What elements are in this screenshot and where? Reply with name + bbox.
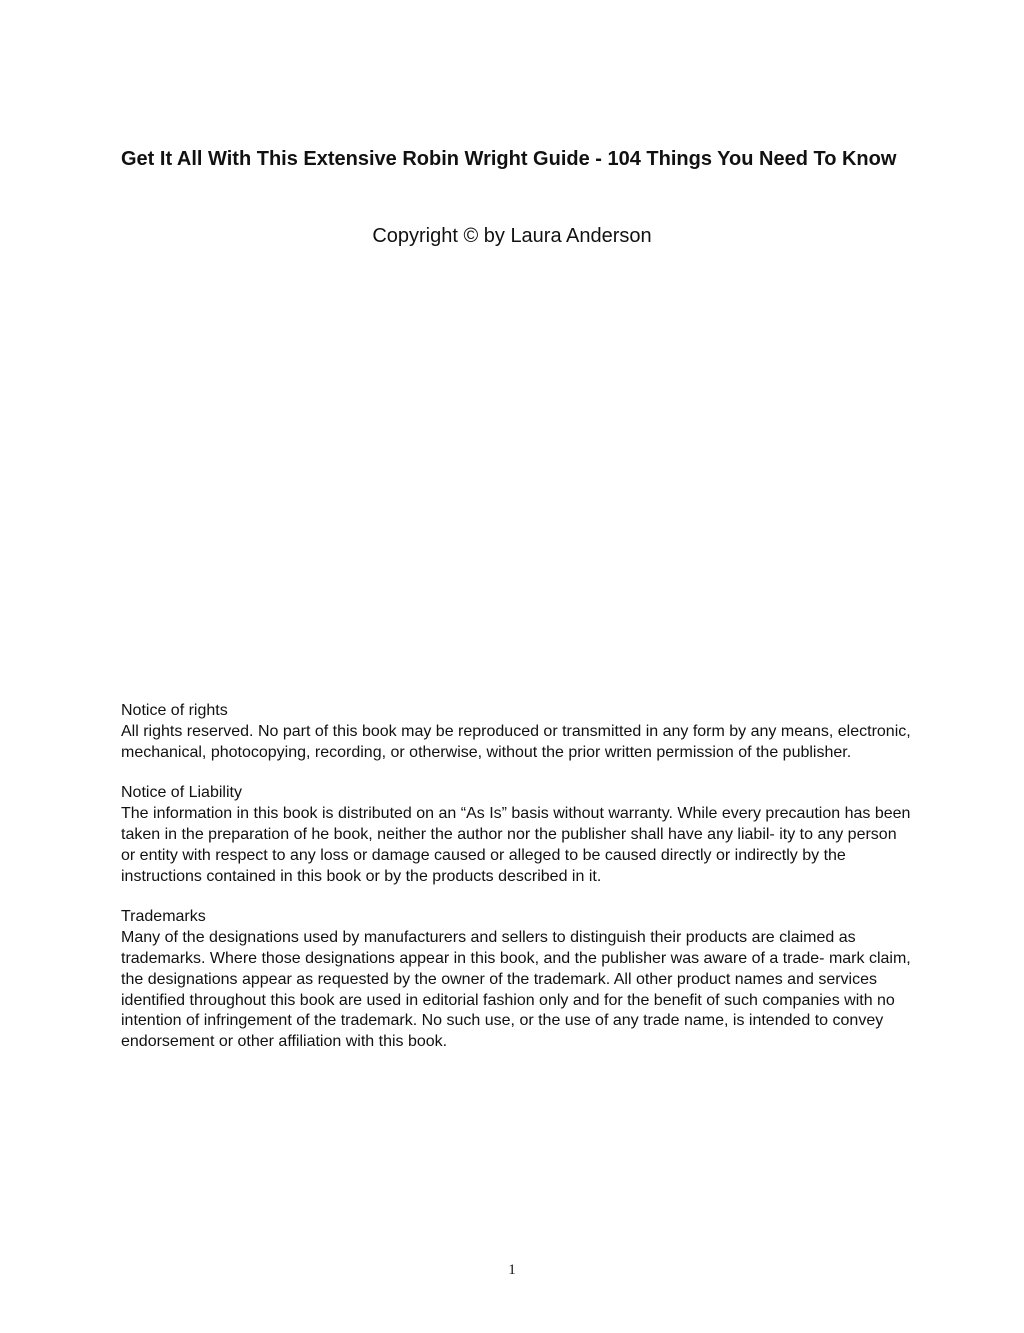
section-heading: Trademarks: [121, 908, 206, 926]
document-title: Get It All With This Extensive Robin Wright Guide - 104 Things You Need To Know: [121, 148, 897, 170]
page-number: 1: [508, 1262, 516, 1278]
copyright-line: Copyright © by Laura Anderson: [372, 225, 652, 247]
section-heading: Notice of Liability: [121, 784, 242, 802]
trademarks-section: [121, 907, 911, 1053]
section-heading: Notice of rights: [121, 702, 228, 719]
section-body: All rights reserved. No part of this book may be reproduced or transmitted in any form by any means, electronic, mechanical, photocopying, recording, or otherwise, without the prior written permission of the publisher.: [121, 722, 911, 761]
notice-of-rights-section: [121, 701, 911, 763]
notice-of-liability-section: [121, 783, 911, 887]
section-body: Many of the designations used by manufacturers and sellers to distinguish their products are claimed as trademarks. Where those designations appear in this book, and the publisher was aware of a trade- mark claim, the designations appear as requested by the owner of the trademark. All other product names and services identified throughout this book are used in editorial fashion only and for the benefit of such companies with no intention of infringement of the trademark. No such use, or the use of any trade name, is intended to convey endorsement or other affiliation with this book.: [121, 929, 911, 1051]
section-body: The information in this book is distributed on an “As Is” basis without warranty. While every precaution has been taken in the preparation of he book, neither the author nor the publisher shall have any liabil- ity to any person or entity with respect to any loss or damage caused or alleged to be caused directly or indirectly by the instructions contained in this book or by the products described in it.: [121, 805, 911, 885]
legal-notices: [121, 701, 911, 1073]
